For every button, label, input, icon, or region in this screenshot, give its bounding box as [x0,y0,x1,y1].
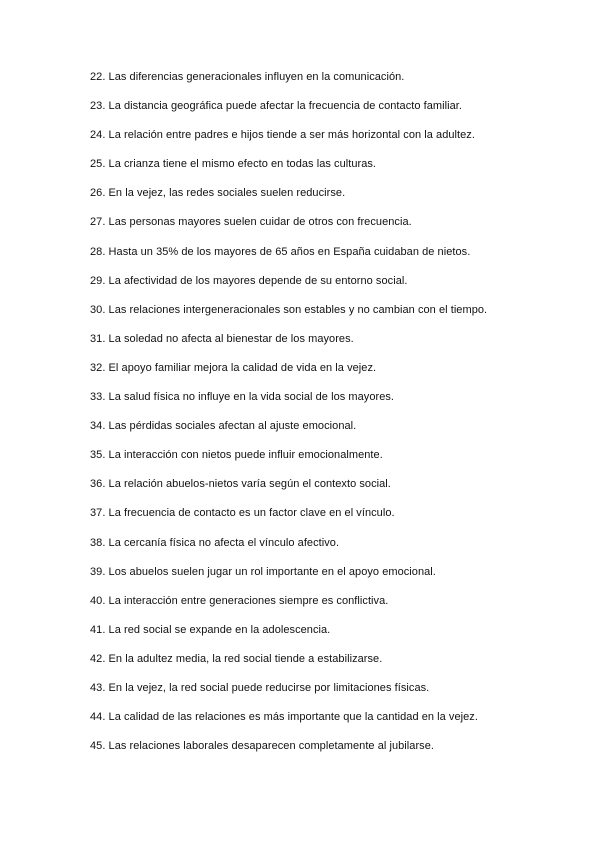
statement-item: 45. Las relaciones laborales desaparecen completamente al jubilarse. [90,740,434,753]
statement-item: 41. La red social se expande en la adolescencia. [90,623,331,636]
statement-item: 32. El apoyo familiar mejora la calidad de vida en la vejez. [90,361,377,374]
statement-item: 33. La salud física no influye en la vida social de los mayores. [90,391,395,404]
statement-item: 25. La crianza tiene el mismo efecto en todas las culturas. [90,158,377,171]
statement-item: 44. La calidad de las relaciones es más importante que la cantidad en la vejez. [90,711,478,724]
statement-item: 28. Hasta un 35% de los mayores de 65 años en España cuidaban de nietos. [90,245,471,258]
statement-item: 43. En la vejez, la red social puede reducirse por limitaciones físicas. [90,681,430,694]
statement-item: 22. Las diferencias generacionales influyen en la comunicación. [90,71,405,83]
statement-item: 23. La distancia geográfica puede afectar la frecuencia de contacto familiar. [90,100,462,113]
statement-item: 42. En la adultez media, la red social tiende a estabilizarse. [90,652,383,665]
statement-item: 24. La relación entre padres e hijos tiende a ser más horizontal con la adultez. [90,129,475,142]
statement-item: 29. La afectividad de los mayores depende de su entorno social. [90,274,408,287]
statement-item: 27. Las personas mayores suelen cuidar de otros con frecuencia. [90,216,412,229]
statement-item: 40. La interacción entre generaciones siempre es conflictiva. [90,594,389,607]
statement-item: 26. En la vejez, las redes sociales suelen reducirse. [90,187,346,200]
statement-item: 37. La frecuencia de contacto es un factor clave en el vínculo. [90,507,395,520]
statement-item: 34. Las pérdidas sociales afectan al ajuste emocional. [90,420,357,433]
statement-item: 31. La soledad no afecta al bienestar de los mayores. [90,332,354,345]
statement-item: 38. La cercanía física no afecta el vínculo afectivo. [90,536,340,549]
statement-item: 30. Las relaciones intergeneracionales son estables y no cambian con el tiempo. [90,303,488,316]
statement-item: 39. Los abuelos suelen jugar un rol importante en el apoyo emocional. [90,565,436,578]
statement-list [90,70,487,768]
statement-item: 35. La interacción con nietos puede influir emocionalmente. [90,449,383,462]
statement-item: 36. La relación abuelos-nietos varía según el contexto social. [90,478,391,491]
